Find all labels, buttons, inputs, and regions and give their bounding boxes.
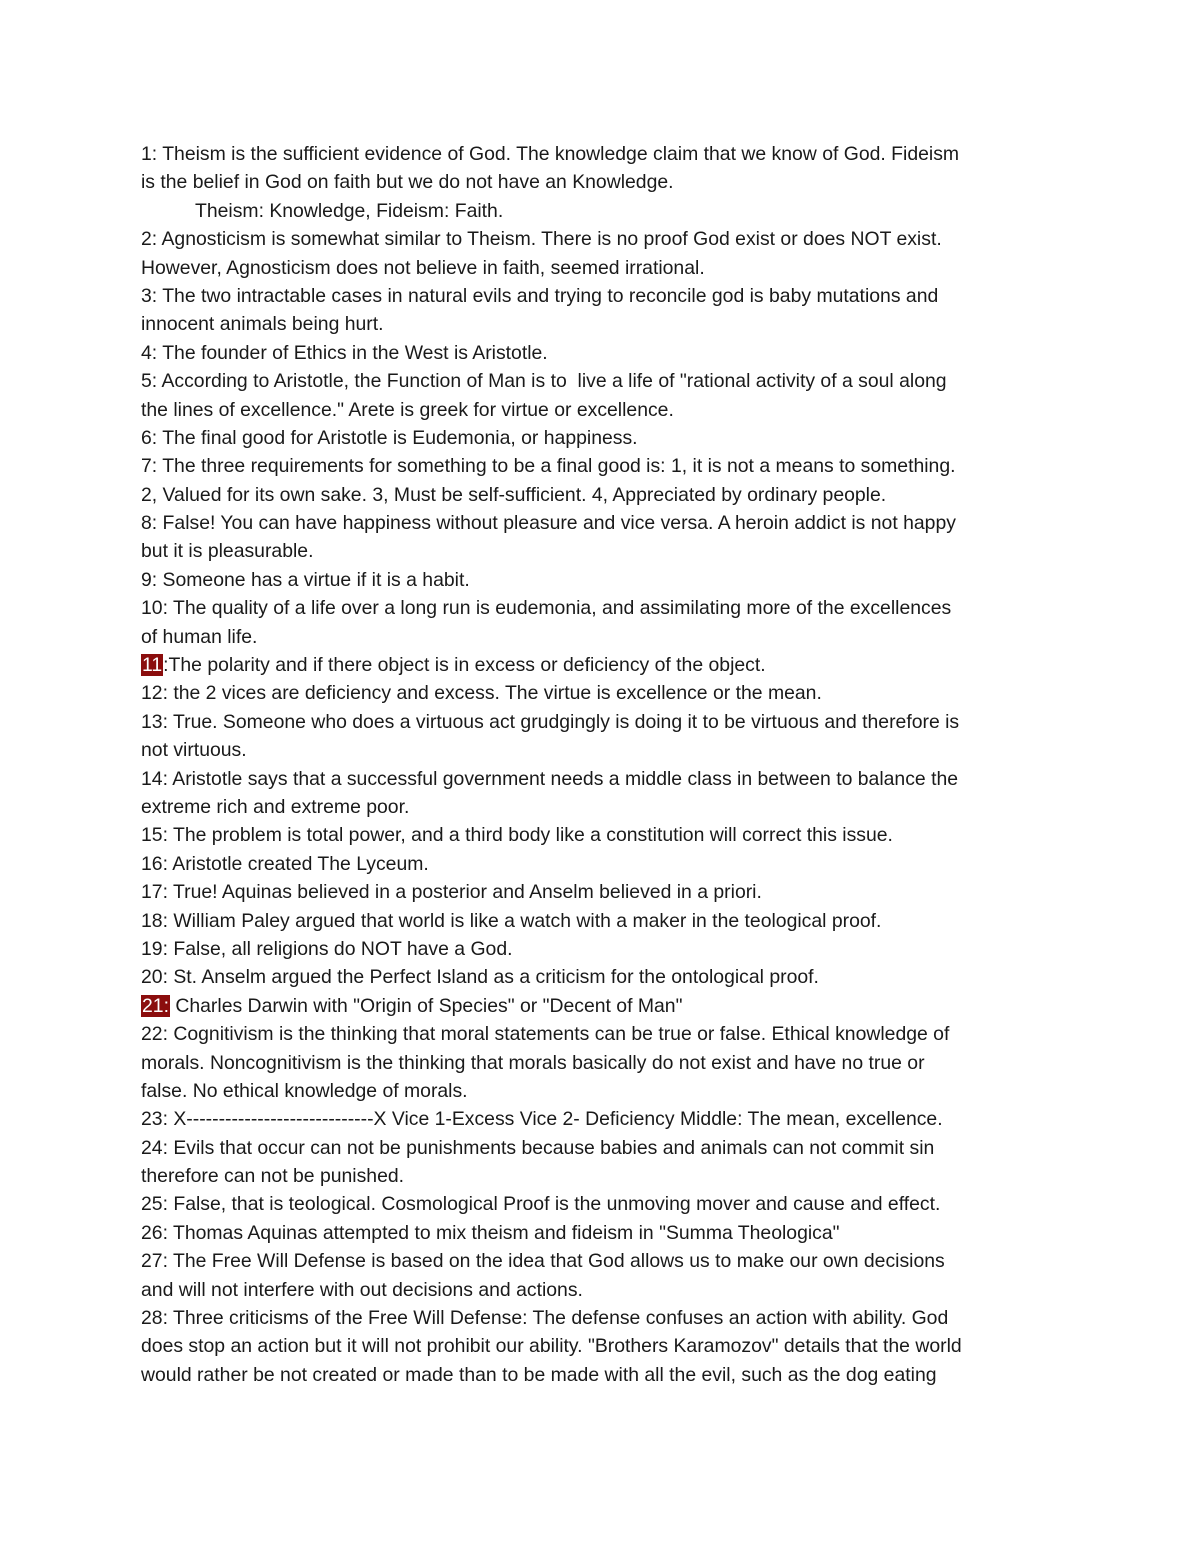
text-line xyxy=(141,1162,1071,1190)
text-line xyxy=(141,1276,1071,1304)
text-line xyxy=(141,935,1071,963)
line-text: false. No ethical knowledge of morals. xyxy=(141,1079,468,1102)
line-text: 13: True. Someone who does a virtuous act grudgingly is doing it to be virtuous and therefore is xyxy=(141,710,960,733)
line-text: extreme rich and extreme poor. xyxy=(141,795,410,818)
line-text: 10: The quality of a life over a long run is eudemonia, and assimilating more of the excellences xyxy=(141,597,952,620)
line-text: and will not interfere with out decisions and actions. xyxy=(141,1278,583,1301)
text-line xyxy=(141,736,1071,764)
line-text: 22: Cognitivism is the thinking that moral statements can be true or false. Ethical knowledge of xyxy=(141,1023,950,1046)
text-line xyxy=(141,1105,1071,1133)
text-line xyxy=(141,452,1071,480)
text-line xyxy=(141,1049,1071,1077)
text-line xyxy=(141,1332,1071,1360)
line-text: is the belief in God on faith but we do not have an Knowledge. xyxy=(141,171,674,194)
line-text: 28: Three criticisms of the Free Will Defense: The defense confuses an action with ability. God xyxy=(141,1307,949,1330)
text-line xyxy=(141,708,1071,736)
text-line xyxy=(141,197,1071,225)
highlighted-number: 11 xyxy=(142,654,163,677)
line-text: 6: The final good for Aristotle is Eudemonia, or happiness. xyxy=(141,426,638,449)
line-text: However, Agnosticism does not believe in faith, seemed irrational. xyxy=(141,256,705,279)
text-line xyxy=(141,225,1071,253)
text-line xyxy=(141,1219,1071,1247)
line-text: 26: Thomas Aquinas attempted to mix theism and fideism in "Summa Theologica" xyxy=(141,1221,840,1244)
line-text: 2: Agnosticism is somewhat similar to Theism. There is no proof God exist or does NOT exist. xyxy=(141,228,942,251)
text-line xyxy=(141,679,1071,707)
text-line xyxy=(141,566,1071,594)
text-line xyxy=(141,254,1071,282)
line-text: 27: The Free Will Defense is based on the idea that God allows us to make our own decisions xyxy=(141,1250,945,1273)
text-line xyxy=(141,992,1071,1020)
line-text: 18: William Paley argued that world is like a watch with a maker in the teological proof. xyxy=(141,909,882,932)
text-line xyxy=(141,339,1071,367)
line-text: 15: The problem is total power, and a third body like a constitution will correct this issue. xyxy=(141,824,893,847)
line-text: the lines of excellence." Arete is greek for virtue or excellence. xyxy=(141,398,674,421)
line-text: :The polarity and if there object is in excess or deficiency of the object. xyxy=(163,654,766,677)
text-line xyxy=(141,1304,1071,1332)
text-line xyxy=(141,1247,1071,1275)
text-line xyxy=(141,765,1071,793)
text-line xyxy=(141,140,1071,168)
text-line xyxy=(141,651,1071,679)
line-text: 24: Evils that occur can not be punishments because babies and animals can not commit sin xyxy=(141,1136,935,1159)
text-line xyxy=(141,168,1071,196)
text-line xyxy=(141,793,1071,821)
line-text: 16: Aristotle created The Lyceum. xyxy=(141,852,429,875)
line-text: 8: False! You can have happiness without pleasure and vice versa. A heroin addict is not happy xyxy=(141,512,956,535)
text-line xyxy=(141,1190,1071,1218)
line-text: but it is pleasurable. xyxy=(141,540,314,563)
line-text: of human life. xyxy=(141,625,258,648)
text-line xyxy=(141,537,1071,565)
text-line xyxy=(141,1361,1071,1389)
text-line xyxy=(141,623,1071,651)
line-text: 4: The founder of Ethics in the West is Aristotle. xyxy=(141,341,548,364)
line-text: 17: True! Aquinas believed in a posterior and Anselm believed in a priori. xyxy=(141,881,762,904)
line-text: 9: Someone has a virtue if it is a habit. xyxy=(141,568,470,591)
text-line xyxy=(141,424,1071,452)
text-line xyxy=(141,481,1071,509)
line-text: 2, Valued for its own sake. 3, Must be self-sufficient. 4, Appreciated by ordinary people. xyxy=(141,483,887,506)
text-line xyxy=(141,367,1071,395)
text-line xyxy=(141,1134,1071,1162)
line-text: 5: According to Aristotle, the Function of Man is to live a life of "rational activity of a soul along xyxy=(141,370,947,393)
line-text: would rather be not created or made than to be made with all the evil, such as the dog eating xyxy=(141,1363,937,1386)
line-text: 1: Theism is the sufficient evidence of God. The knowledge claim that we know of God. Fideism xyxy=(141,143,960,165)
line-text: morals. Noncognitivism is the thinking that morals basically do not exist and have no true or xyxy=(141,1051,925,1074)
text-line xyxy=(141,594,1071,622)
text-line xyxy=(141,310,1071,338)
text-line xyxy=(141,907,1071,935)
line-text: 23: X-----------------------------X Vice 1-Excess Vice 2- Deficiency Middle: The mean, excellence. xyxy=(141,1108,943,1131)
line-text: Theism: Knowledge, Fideism: Faith. xyxy=(195,199,504,222)
line-text: 25: False, that is teological. Cosmological Proof is the unmoving mover and cause and effect. xyxy=(141,1193,941,1216)
line-text: 7: The three requirements for something to be a final good is: 1, it is not a means to something. xyxy=(141,455,956,478)
line-text: not virtuous. xyxy=(141,739,247,762)
text-line xyxy=(141,1077,1071,1105)
line-text: 19: False, all religions do NOT have a God. xyxy=(141,937,513,960)
document-body xyxy=(141,140,1071,1389)
line-text: therefore can not be punished. xyxy=(141,1165,405,1188)
line-text: does stop an action but it will not prohibit our ability. "Brothers Karamozov" details that the world xyxy=(141,1335,962,1358)
line-text: Charles Darwin with "Origin of Species" or "Decent of Man" xyxy=(169,994,683,1017)
text-line xyxy=(141,509,1071,537)
line-text: 3: The two intractable cases in natural evils and trying to reconcile god is baby mutations and xyxy=(141,284,939,307)
highlighted-number: 21: xyxy=(142,994,169,1017)
line-text: 14: Aristotle says that a successful government needs a middle class in between to balance the xyxy=(141,767,959,790)
line-text: innocent animals being hurt. xyxy=(141,313,384,336)
text-line xyxy=(141,963,1071,991)
text-line xyxy=(141,821,1071,849)
text-line xyxy=(141,396,1071,424)
text-line xyxy=(141,878,1071,906)
text-line xyxy=(141,850,1071,878)
line-text: 20: St. Anselm argued the Perfect Island as a criticism for the ontological proof. xyxy=(141,966,819,989)
text-line xyxy=(141,1020,1071,1048)
text-line xyxy=(141,282,1071,310)
line-text: 12: the 2 vices are deficiency and excess. The virtue is excellence or the mean. xyxy=(141,682,822,705)
